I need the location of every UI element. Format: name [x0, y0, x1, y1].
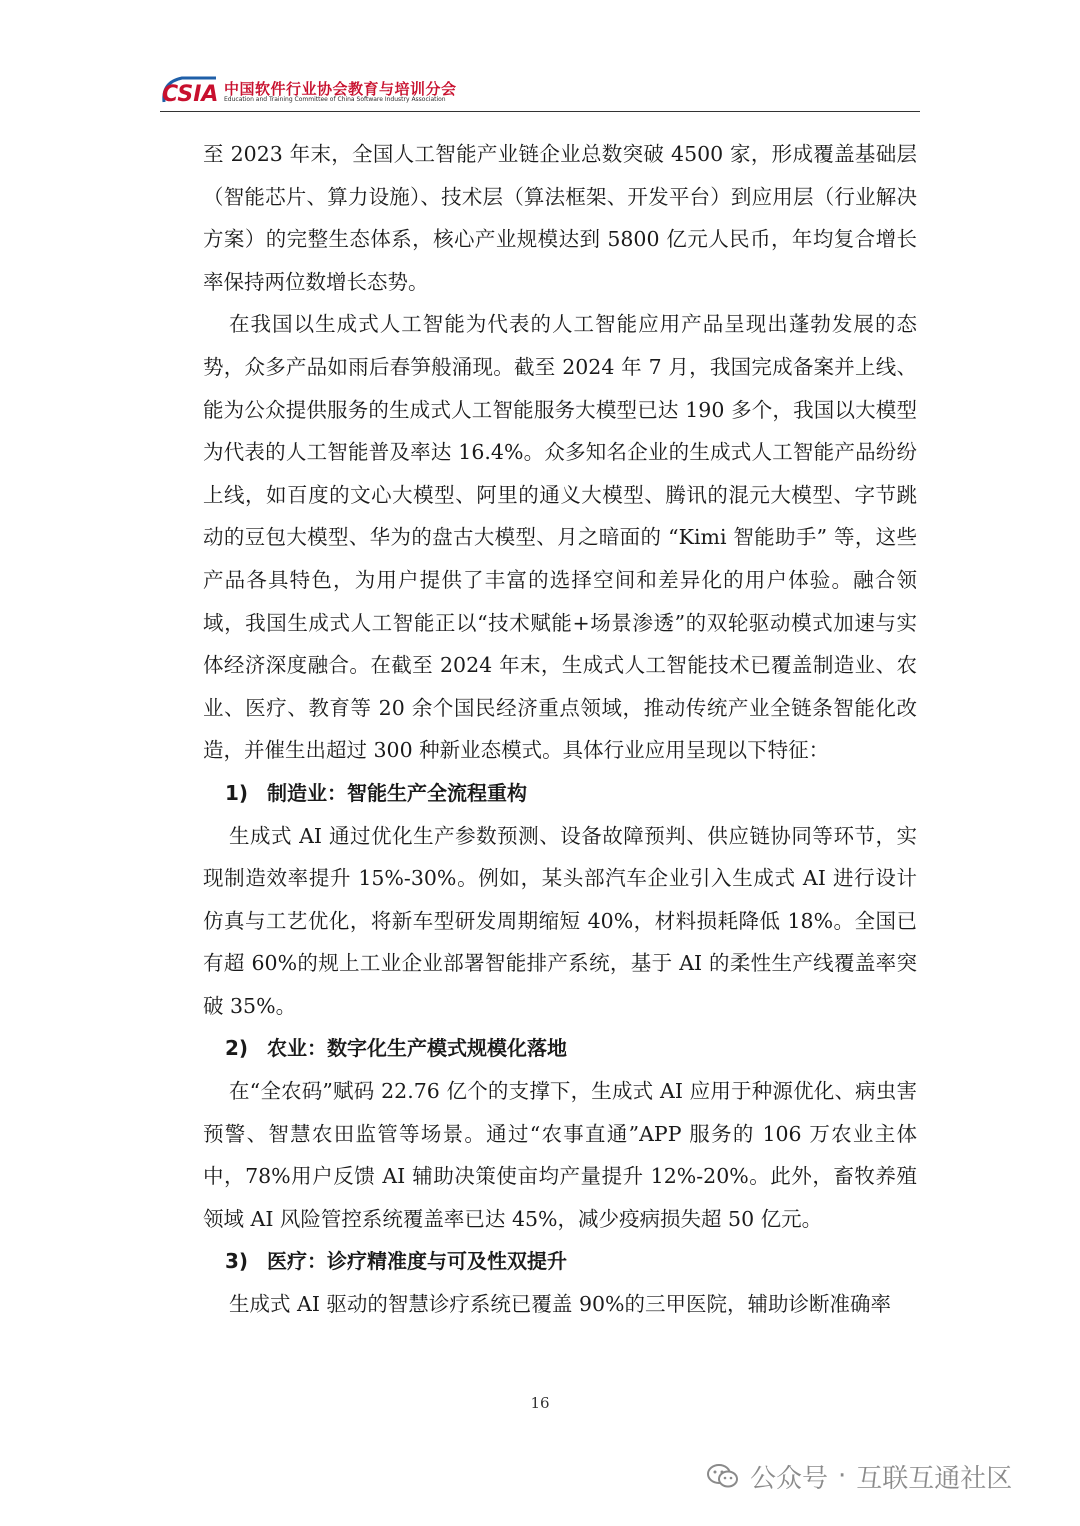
paragraph: 在“全农码”赋码 22.76 亿个的支撑下，生成式 AI 应用于种源优化、病虫害预警、智慧农田监管等场景。通过“农事直通”APP 服务的 106 万农业主体中，78%用户反馈 AI 辅助决策使亩均产量提升 12%-20%。此外，畜牧养殖领域 AI 风险管控系统覆盖率已达 45%，减少疫病损失超 50 亿元。	[203, 1079, 917, 1231]
paragraph: 生成式 AI 驱动的智慧诊疗系统已覆盖 90%的三甲医院，辅助诊断准确率	[229, 1292, 892, 1317]
org-name-english: Education and Training Committee of China Software Industry Association	[224, 96, 446, 103]
section-heading-manufacturing	[203, 772, 917, 815]
logo-text: CSIA	[162, 82, 219, 107]
heading-number: 2)	[225, 1036, 249, 1061]
watermark-separator: ·	[838, 1461, 847, 1491]
paragraph: 在我国以生成式人工智能为代表的人工智能应用产品呈现出蓬勃发展的态势，众多产品如雨后春笋般涌现。截至 2024 年 7 月，我国完成备案并上线、能为公众提供服务的生成式人工智能服务大模型已达 190 多个，我国以大模型为代表的人工智能普及率达 16.4%。众多知名企业的生成式人工智能产品纷纷上线，如百度的文心大模型、阿里的通义大模型、腾讯的混元大模型、字节跳动的豆包大模型、华为的盘古大模型、月之暗面的 “Kimi 智能助手” 等，这些产品各具特色，为用户提供了丰富的选择空间和差异化的用户体验。融合领域，我国生成式人工智能正以“技术赋能+场景渗透”的双轮驱动模式加速与实体经济深度融合。在截至 2024 年末，生成式人工智能技术已覆盖制造业、农业、医疗、教育等 20 余个国民经济重点领域，推动传统产业全链条智能化改造，并催生出超过 300 种新业态模式。具体行业应用呈现以下特征：	[203, 312, 917, 763]
heading-number: 3)	[225, 1249, 249, 1274]
heading-text: 制造业：智能生产全流程重构	[267, 780, 527, 805]
section-heading-agriculture	[203, 1027, 917, 1070]
section-heading-healthcare	[203, 1240, 917, 1283]
document-body	[203, 133, 917, 1326]
watermark-name: 互联互通社区	[856, 1463, 1013, 1494]
watermark-label: 公众号	[750, 1463, 829, 1494]
paragraph: 至 2023 年末，全国人工智能产业链企业总数突破 4500 家，形成覆盖基础层（智能芯片、算力设施）、技术层（算法框架、开发平台）到应用层（行业解决方案）的完整生态体系，核心产业规模达到 5800 亿元人民币，年均复合增长率保持两位数增长态势。	[203, 142, 917, 294]
wechat-watermark	[706, 1456, 1012, 1496]
heading-text: 医疗：诊疗精准度与可及性双提升	[267, 1249, 567, 1274]
paragraph: 生成式 AI 通过优化生产参数预测、设备故障预判、供应链协同等环节，实现制造效率提升 15%-30%。例如，某头部汽车企业引入生成式 AI 进行设计仿真与工艺优化，将新车型研发周期缩短 40%，材料损耗降低 18%。全国已有超 60%的规上工业企业部署智能排产系统，基于 AI 的柔性生产线覆盖率突破 35%。	[203, 823, 917, 1018]
page-number: 16	[530, 1394, 550, 1412]
header-divider	[160, 111, 920, 112]
heading-number: 1)	[225, 780, 249, 805]
wechat-icon	[706, 1462, 740, 1490]
heading-text: 农业：数字化生产模式规模化落地	[267, 1036, 567, 1061]
org-name: 中国软件行业协会教育与培训分会	[224, 80, 457, 98]
csia-logo-icon	[160, 72, 220, 108]
page-header	[160, 72, 920, 110]
